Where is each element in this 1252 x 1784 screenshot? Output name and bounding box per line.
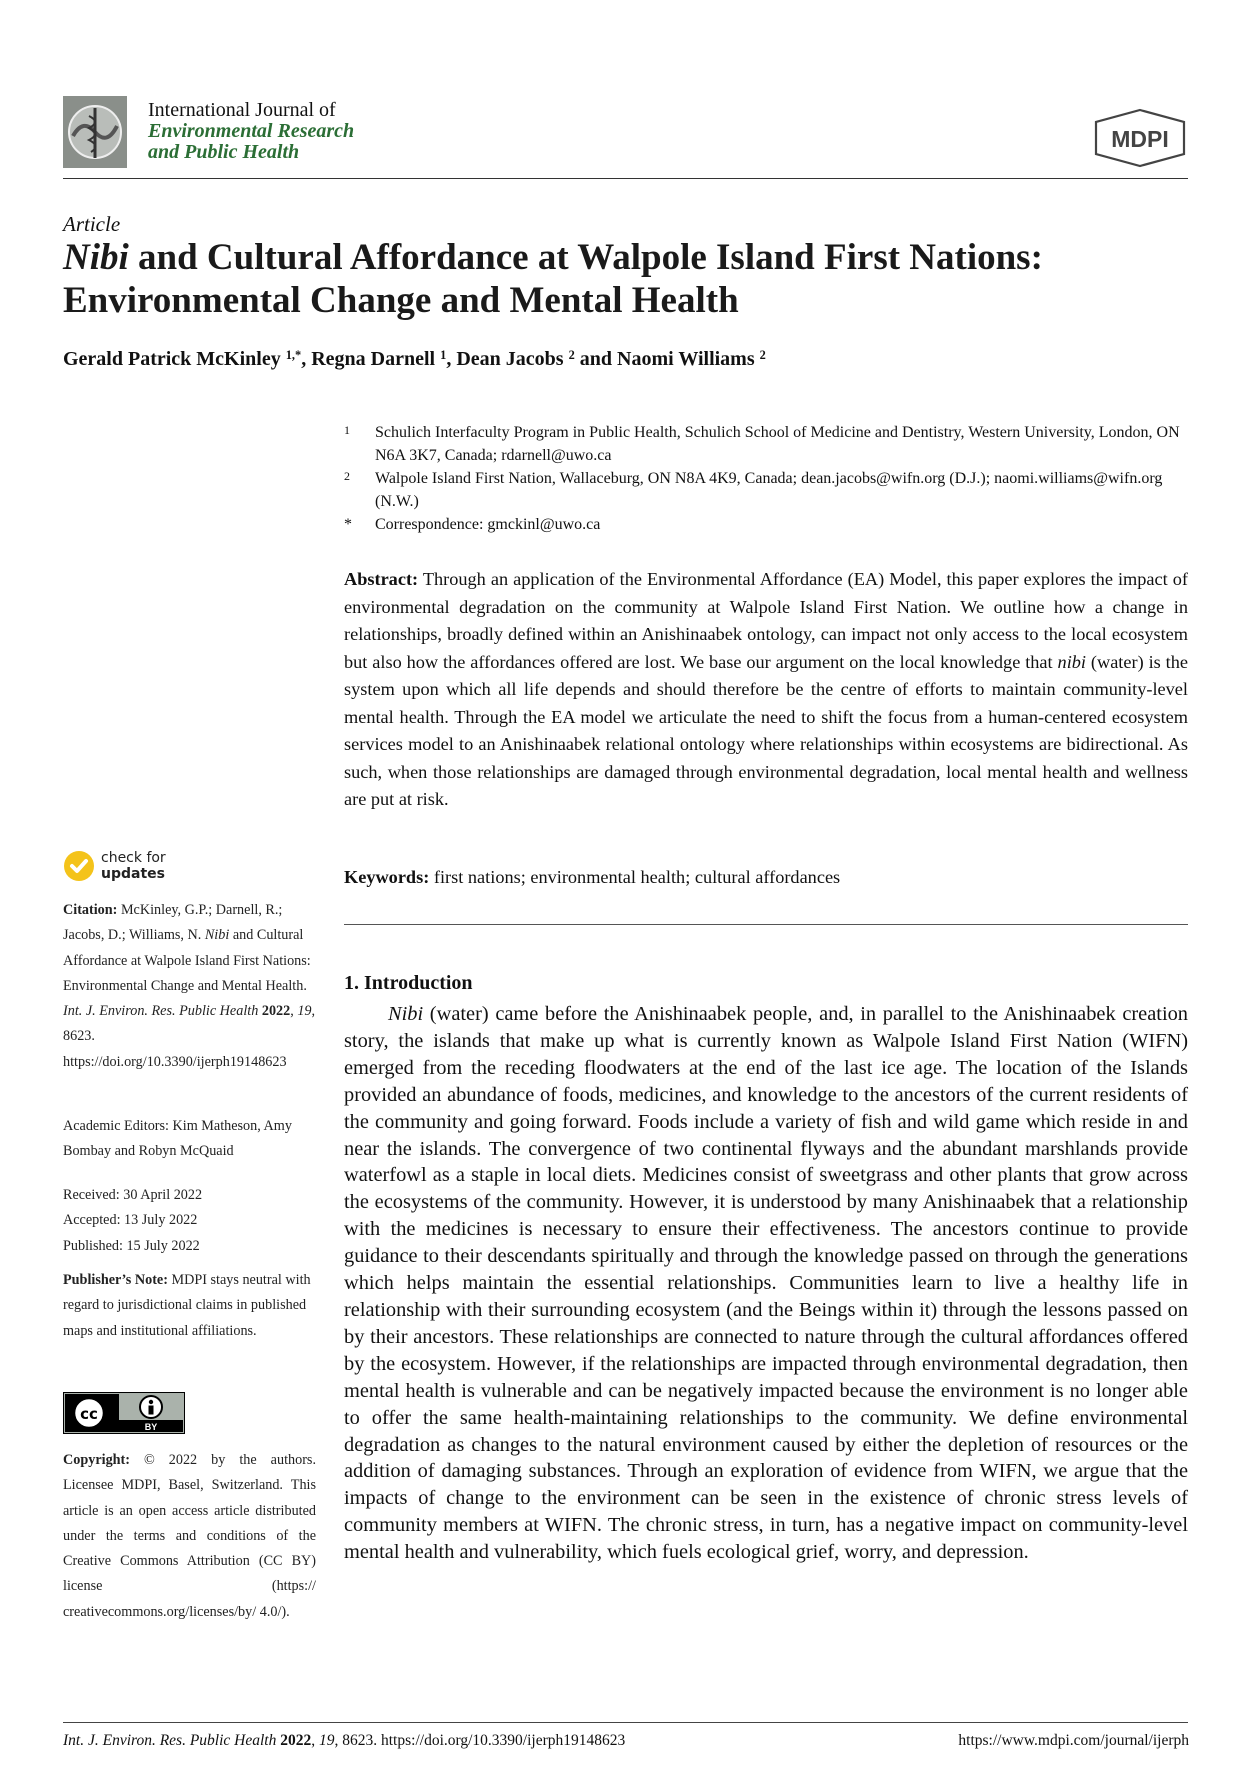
citation-text[interactable]: , 8623. https://doi.org/10.3390/ijerph19148623 — [63, 1003, 316, 1070]
footer-doi[interactable]: , 8623. https://doi.org/10.3390/ijerph19148623 — [334, 1732, 626, 1749]
publisher-note — [63, 1268, 316, 1344]
academic-editors: Academic Editors: Kim Matheson, Amy Bombay and Robyn McQuaid — [63, 1118, 292, 1160]
keywords-label: Keywords: — [344, 867, 430, 887]
publisher-note-text: MDPI stays neutral with regard to jurisdictional claims in published maps and institutional affiliations. — [63, 1272, 311, 1339]
date-accepted: Accepted: 13 July 2022 — [63, 1212, 198, 1229]
citation-italic: Nibi — [204, 927, 230, 944]
date-received: Received: 30 April 2022 — [63, 1187, 203, 1203]
journal-name-line1: International Journal of — [148, 99, 336, 121]
publisher-note-label: Publisher’s Note: — [63, 1272, 168, 1288]
section-heading: 1. Introduction — [344, 972, 473, 994]
affiliation-item — [344, 513, 1188, 536]
abstract-text: Through an application of the Environmental Affordance (EA) Model, this paper explores the impact of environmental degradation on the community at Walpole Island First Nation. We outline how a change in relationships, broadly defined within an Anishinaabek ontology, can impact not only access to the local ecosystem but also how the affordances offered are lost. We base our argument on the local knowledge that — [344, 569, 1188, 672]
intro-italic: Nibi — [388, 1003, 424, 1025]
affiliation-mark: 2 — [344, 469, 350, 483]
title-line2: Environmental Change and Mental Health — [63, 280, 739, 321]
footer-rule — [63, 1722, 1188, 1723]
citation-volume: 19 — [297, 1003, 312, 1020]
check-updates-line2: updates — [101, 866, 165, 882]
author-name[interactable]: Regna Darnell — [311, 348, 436, 370]
affiliation-text: Schulich Interfaculty Program in Public Health, Schulich School of Medicine and Dentistry, Western University, London, ON N6A 3K7, Canada; rdarnell@uwo.ca — [375, 424, 1180, 464]
citation — [63, 898, 316, 1075]
citation-year: 2022 — [261, 1003, 291, 1020]
affiliation-mark: 1 — [344, 423, 350, 437]
citation-journal: Int. J. Environ. Res. Public Health — [63, 1003, 259, 1020]
author-affil-mark: 1,* — [285, 348, 302, 363]
author-list: Gerald Patrick McKinley $^{1,*}$, Regna Darnell $^1$, Dean Jacobs $^2$ and Naomi Williams $^2$ — [63, 348, 766, 370]
author-name[interactable]: Gerald Patrick McKinley — [63, 348, 281, 370]
keywords-text: first nations; environmental health; cultural affordances — [429, 867, 841, 887]
footer-citation — [63, 1732, 625, 1750]
mdpi-logo-text: MDPI — [1111, 126, 1169, 152]
article-type: Article — [63, 212, 121, 236]
citation-text: and Cultural Affordance at Walpole Island First Nations: Environmental Change and Mental Health. — [63, 927, 311, 994]
author-name[interactable]: Dean Jacobs — [456, 348, 564, 370]
author-affil-mark: 1 — [440, 348, 447, 363]
journal-name-line2: Environmental Research — [148, 120, 355, 142]
copyright-label: Copyright: — [63, 1452, 130, 1468]
page-title — [63, 236, 1188, 322]
journal-logo — [63, 96, 127, 168]
copyright-notice — [63, 1448, 316, 1625]
journal-name-line3: and Public Health — [148, 141, 300, 163]
abstract-label: Abstract: — [344, 569, 419, 589]
footer-journal: Int. J. Environ. Res. Public Health — [63, 1732, 277, 1749]
intro-text: (water) came before the Anishinaabek people, and, in parallel to the Anishinaabek creation story, the islands that make up what is currently known as Walpole Island First Nation (WIFN) emerged from the receding floodwaters at the end of the last ice age. The location of the Islands provided an abundance of foods, medicines, and knowledge to the ancestors of the current residents of the community and going forward. Foods include a variety of fish and wild game which reside in and near the islands. The convergence of two continental flyways and the abundant marshlands provide waterfowl as a staple in local diets. Medicines consist of sweetgrass and other plants that grow across the ecosystems of the community. However, it is understood by many Anishinaabek that a relationship with the medicines is necessary to ensure their effectiveness. The ancestors continue to provide guidance to their descendants spiritually and through the knowledge passed on through the generations which helps maintain the essential relationships. Communities learn to live a healthy life in relationship with their surrounding ecosystem (and the Beings within it) through the lessons passed on by their ancestors. These relationships are connected to nature through the cultural affordances offered by the ecosystem. However, if the relationships are impacted through environmental degradation, then mental health is vulnerable and can be negatively impacted because the environment is no longer able to offer the same health-maintaining relationships to the community. We define environmental degradation as changes to the natural environment caused by either the depletion of resources or the addition of damaging substances. Through an exploration of evidence from WIFN, we argue that the impacts of change to the environment can be seen in the existence of chronic stress levels of community members at WIFN. The chronic stress, in turn, has a negative impact on community-level mental health and vulnerability, which fuels ecological grief, worry, and depression. — [344, 1003, 1188, 1564]
author-affil-mark: 2 — [568, 348, 575, 363]
keywords — [344, 867, 1188, 888]
affiliation-text: Correspondence: gmckinl@uwo.ca — [375, 516, 601, 533]
affiliation-item — [344, 421, 1188, 467]
citation-label: Citation: — [63, 902, 118, 918]
footer-text: , — [311, 1732, 319, 1749]
title-rest-line1: and Cultural Affordance at Walpole Island First Nations: — [128, 237, 1043, 278]
title-italic: Nibi — [63, 237, 129, 278]
check-updates-text — [101, 850, 166, 882]
footer-volume: 19 — [319, 1732, 335, 1749]
cc-by-license-logo[interactable] — [63, 1392, 185, 1434]
header-rule — [63, 178, 1188, 179]
journal-name — [148, 100, 354, 163]
mdpi-logo — [1092, 108, 1188, 168]
date-published: Published: 15 July 2022 — [63, 1237, 200, 1254]
author-affil-mark: 2 — [759, 348, 766, 363]
author-name[interactable]: Naomi Williams — [617, 348, 755, 370]
affiliation-text: Walpole Island First Nation, Wallaceburg, ON N8A 4K9, Canada; dean.jacobs@wifn.org (D.J.); naomi.williams@wifn.org (N.W.) — [375, 470, 1163, 510]
abstract — [344, 566, 1188, 814]
affiliation-mark: * — [344, 516, 352, 533]
abstract-divider — [344, 924, 1188, 925]
citation-text: , — [290, 1003, 298, 1020]
cc-badge-text: BY — [144, 1422, 158, 1432]
affiliations — [344, 421, 1188, 536]
copyright-text: © 2022 by the authors. Licensee MDPI, Basel, Switzerland. This article is an open access article distributed under the terms and conditions of the Creative Commons Attribution (CC BY) license (https:// creativecommons.org/licenses/by/ 4.0/). — [63, 1452, 316, 1620]
svg-text:cc: cc — [80, 1405, 98, 1423]
citation-text: McKinley, G.P.; Darnell, R.; Jacobs, D.; Williams, N. — [63, 902, 283, 944]
check-updates-line1: check for — [101, 850, 166, 866]
check-for-updates-badge[interactable] — [63, 850, 166, 882]
abstract-text: (water) is the system upon which all life depends and should therefore be the centre of efforts to maintain community-level mental health. Through the EA model we articulate the need to shift the focus from a human-centered ecosystem services model to an Anishinaabek relational ontology where relationships within ecosystems are bidirectional. As such, when those relationships are damaged through environmental degradation, local mental health and wellness are put at risk. — [344, 651, 1189, 809]
check-updates-icon — [63, 850, 95, 882]
affiliation-item — [344, 467, 1188, 513]
abstract-italic: nibi — [1057, 651, 1086, 672]
footer-journal-url[interactable]: https://www.mdpi.com/journal/ijerph — [958, 1732, 1189, 1749]
footer-year: 2022 — [280, 1732, 312, 1749]
publication-dates — [63, 1183, 316, 1259]
section-body — [344, 1001, 1188, 1566]
